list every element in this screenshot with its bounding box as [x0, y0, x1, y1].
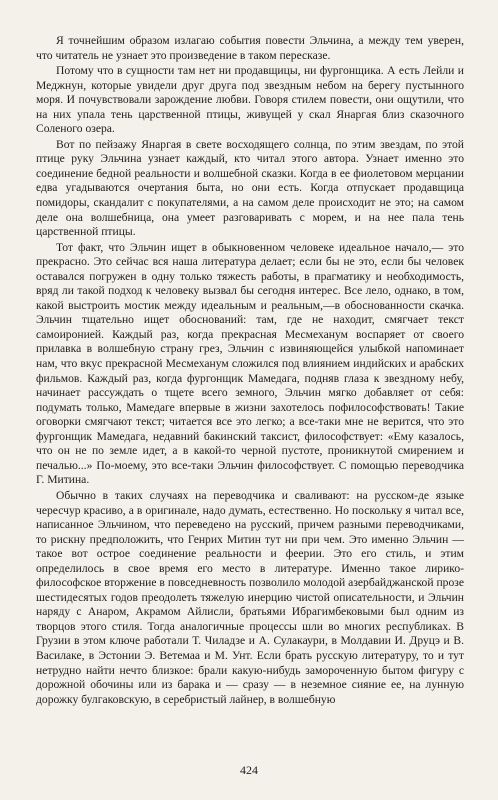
- paragraph-2: Потому что в сущности там нет ни продавщицы, ни фургонщика. А есть Лейли и Меджнун, которые увидели друг друга под звездным небом на берегу пустынного моря. И почувствовали зарождение любви. Говоря стилем повести, они ощутили, что на них упала тень царственной птицы, живущей у скал Янаргая близ сказочного Соленого озера.: [36, 64, 464, 136]
- paragraph-1: Я точнейшим образом излагаю события повести Эльчина, а между тем уверен, что читатель не узнает это произведение в таком пересказе.: [36, 34, 464, 62]
- paragraph-4: Тот факт, что Эльчин ищет в обыкновенном человеке идеальное начало,— это прекрасно. Это сейчас вся наша литература делает; если бы не это, если бы человек оставался погружен в одну только тяжесть работы, в прагматику и необходимость, вряд ли такой подход к человеку вызвал бы сегодня интерес. Все лело, однако, в том, какой выстроить мостик между идеальным и реальным,—в обоснованности скачка. Эльчин тщательно ищет обоснований: там, где не находит, смягчает текст самоиронией. Каждый раз, когда прекрасная Месмеханум воспаряет от своего прилавка в волшебную страну грез, Эльчин с извиняющейся улыбкой напоминает нам, что вкус прекрасной Месмеханум сложился под влиянием индийских и арабских фильмов. Каждый раз, когда фургонщик Мамедага, подняв глаза к звездному небу, начинает рассуждать о тщете всего земного, Эльчин мягко добавляет от себя: подумать только, Мамедаге впервые в жизни захотелось пофилософствовать! Такие оговорки смягчают текст; читается все это легко; а все-таки мне не верится, что это фургонщик Мамедага, недавний бакинский таксист, философствует: «Ему казалось, что он не по земле идет, а в какой-то черной пустоте, проникнутой смирением и печалью...» По-моему, это все-таки Эльчин философствует. С помощью переводчика Г. Митина.: [36, 240, 464, 487]
- page-text: [36, 34, 464, 707]
- paragraph-5: Обычно в таких случаях на переводчика и сваливают: на русском-де языке чересчур красиво, а в оригинале, надо думать, естественно. Но поскольку я читал все, написанное Эльчином, что переведено на русский, причем разными переводчиками, то рискну предположить, что Генрих Митин тут ни при чем. Это именно Эльчин — такое вот острое соединение реальности и феерии. Это его стиль, и этим определилось в свое время его место в литературе. Именно такое лирико-философское вторжение в повседневность позволило молодой азербайджанской прозе шестидесятых годов преодолеть тяжелую инерцию чистой описательности, и Эльчин наряду с Анаром, Акрамом Айлисли, братьями Ибрагимбековыми был одним из творцов этого стиля. Тогда аналогичные процессы шли во многих республиках. В Грузии в этом ключе работали Т. Чиладзе и А. Сулакаури, в Молдавии И. Друцэ и В. Василаке, в Эстонии Э. Ветемаа и М. Унт. Если брать русскую литературу, то и тут нетрудно найти нечто близкое: брали какую-нибудь замороченную бытом фигуру с дорожной обочины или из барака и — сразу — в неземное сияние ее, на лунную дорожку булгаковскую, в серебристый лайнер, в волшебную: [36, 488, 464, 706]
- page-number: 424: [240, 763, 258, 777]
- paragraph-3: Вот по пейзажу Янаргая в свете восходящего солнца, по этим звездам, по этой птице руку Эльчина узнает каждый, кто читал этого автора. Узнает именно это соединение бедной реальности и волшебной сказки. Когда в ее фиолетовом мерцании едва угадываются очертания быта, но они есть. Когда отпускает продавщица помидоры, скандалит с покупателями, а на самом деле происходит не это; на самом деле она волшебница, она умеет разговаривать с морем, и на нее пала тень царственной птицы.: [36, 137, 464, 239]
